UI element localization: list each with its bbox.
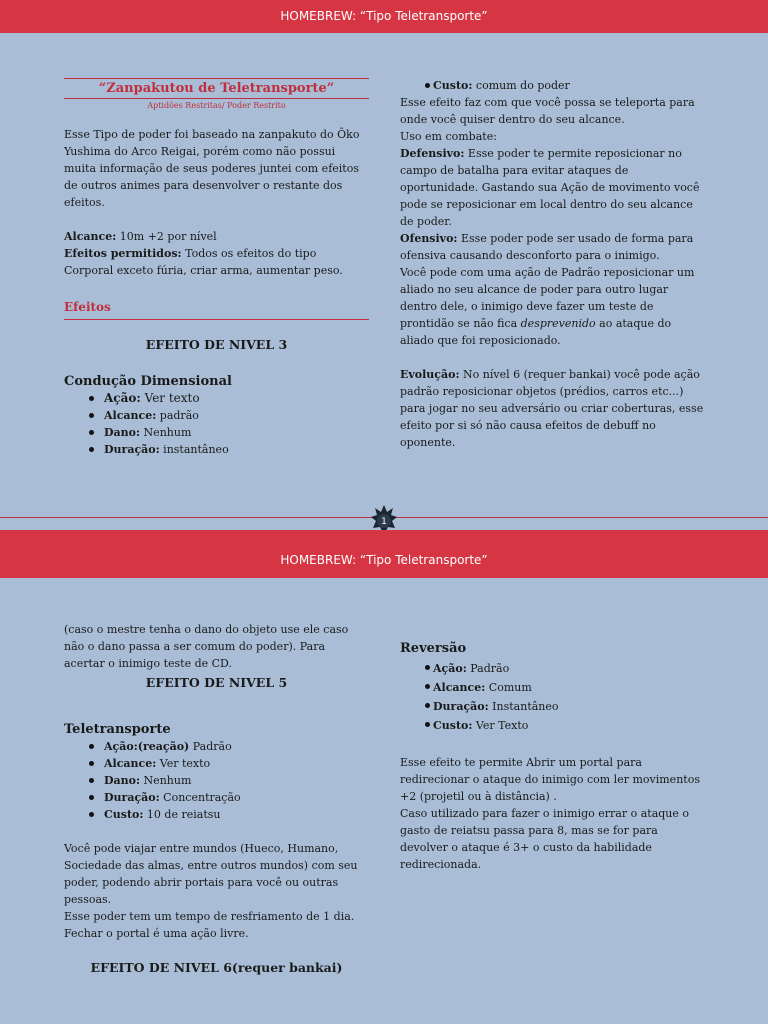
header-title-2: HOMEBREW: “Tipo Teletransporte” [280,553,488,567]
efeitos-line: Efeitos permitidos: Todos os efeitos do tipo Corporal exceto fúria, criar arma, aumentar peso. [64,247,343,277]
page-header-banner-2 [0,530,768,578]
effect-description: Esse efeito faz com que você possa se teleporta para onde você quiser dentro do seu alcance. [400,96,695,126]
left-column [64,78,369,458]
stat-duracao-2: Duração: Concentração [64,789,369,806]
reversal-paragraph: Esse efeito te permite Abrir um portal para redirecionar o ataque do inimigo com ler movimentos +2 (projetil ou à distância) . [400,756,700,803]
stat-acao-2: Ação:(reação) Padrão [64,738,369,755]
stat-custo-2: Custo: 10 de reiatsu [64,806,369,823]
page-2 [0,530,768,1024]
stat-acao-3: Ação: Padrão [400,659,705,678]
left-column-2 [64,621,369,976]
close-portal-paragraph: Fechar o portal é uma ação livre. [64,927,249,940]
combat-use-label: Uso em combate: [400,130,497,143]
stat-alcance: Alcance: padrão [64,407,369,424]
level-heading-5: EFEITO DE NIVEL 5 [145,675,288,690]
stat-duracao-3: Duração: Instantâneo [400,697,705,716]
stat-alcance-3: Alcance: Comum [400,678,705,697]
power-name-teletransporte: Teletransporte [64,722,171,737]
stat-custo: Custo: comum do poder [400,77,705,94]
stat-dano-2: Dano: Nenhum [64,772,369,789]
travel-paragraph: Você pode viajar entre mundos (Hueco, Humano, Sociedade das almas, entre outros mundos) com seu poder, podendo abrir portais para você ou outras pessoas. [64,842,358,906]
right-column-2 [400,640,705,873]
power-subtitle: Aptidões Restritas/ Poder Restrito [147,101,286,110]
stats-list-conducao [64,390,369,458]
power-title: “Zanpakutou de Teletransporte” [98,81,335,96]
power-title-box [64,78,369,99]
intro-paragraph: Esse Tipo de poder foi baseado na zanpakuto do Ōko Yushima do Arco Reigai, porém como não possui muita informação de seus poderes juntei com efeitos de outros animes para desenvolver o restante dos efeitos. [64,128,360,209]
stats-list-teletransporte [64,738,369,823]
level-heading-3: EFEITO DE NIVEL 3 [145,337,288,352]
stat-acao: Ação: Ver texto [64,390,369,407]
reiatsu-paragraph: Caso utilizado para fazer o inimigo errar o ataque o gasto de reiatsu passa para 8, mas se for para devolver o ataque é 3+ o custo da habilidade redirecionada. [400,807,690,871]
power-name-reversao: Reversão [400,641,467,656]
cooldown-paragraph: Esse poder tem um tempo de resfriamento de 1 dia. [64,910,355,923]
defensive-paragraph: Defensivo: Esse poder te permite reposicionar no campo de batalha para evitar ataques de oportunidade. Gastando sua Ação de movimento você pode se reposicionar em local dentro do seu alcance de poder. [400,147,700,228]
stat-custo-3: Custo: Ver Texto [400,716,705,735]
stat-dano: Dano: Nenhum [64,424,369,441]
alcance-line: Alcance: 10m +2 por nível [64,230,217,243]
level-heading-6: EFEITO DE NIVEL 6(requer bankai) [90,960,343,975]
stat-duracao: Duração: instantâneo [64,441,369,458]
evolution-paragraph: Evolução: No nível 6 (requer bankai) você pode ação padrão reposicionar objetos (prédios, carros etc...) para jogar no seu adversário ou criar coberturas, esse efeito por si só não causa efeitos de debuff no oponente. [400,368,704,449]
ally-paragraph: Você pode com uma ação de Padrão reposicionar um aliado no seu alcance de poder para outro lugar dentro dele, o inimigo deve fazer um teste de prontidão se não fica desprevenido ao ataque do aliado que foi reposicionado. [400,266,695,347]
header-title: HOMEBREW: “Tipo Teletransporte” [280,9,488,23]
power-name-conducao: Condução Dimensional [64,374,232,389]
continued-paragraph: (caso o mestre tenha o dano do objeto use ele caso não o dano passa a ser comum do poder). Para acertar o inimigo teste de CD. [64,623,349,670]
section-heading-efeitos: Efeitos [64,299,369,320]
stat-alcance-2: Alcance: Ver texto [64,755,369,772]
page-number: 1 [381,517,387,527]
stats-list-reversao [400,659,705,735]
page-header-banner [0,0,768,33]
right-column [400,77,705,451]
offensive-paragraph: Ofensivo: Esse poder pode ser usado de forma para ofensiva causando desconforto para o inimigo. [400,232,694,262]
stats-list-custo [400,77,705,94]
